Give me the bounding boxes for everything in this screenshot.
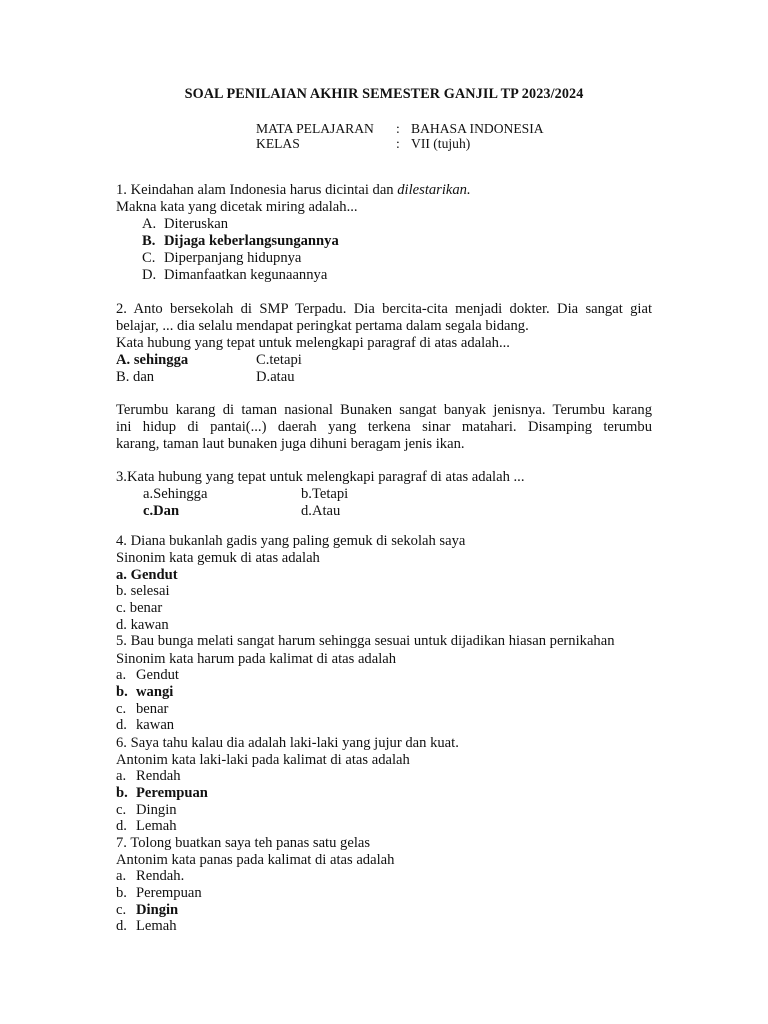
passage-line-2: ini hidup di pantai(...) daerah yang terkena sinar matahari. Disamping terumbu [116,419,652,435]
option-label: d. [116,818,127,834]
q7-prompt: Antonim kata panas pada kalimat di atas adalah [116,852,395,868]
q5-option-a [116,667,179,684]
q1-option-b [142,233,339,250]
q7-option-b [116,885,202,902]
q6-question: 6. Saya tahu kalau dia adalah laki-laki yang jujur dan kuat. [116,735,459,751]
option-text: Lemah [136,918,177,934]
q1-question [116,182,471,199]
q2-option-d: D.atau [256,369,295,385]
q3-option-d: d.Atau [301,503,341,519]
option-label: b. [116,684,128,700]
passage-line-1: Terumbu karang di taman nasional Bunaken sangat banyak jenisnya. Terumbu karang [116,402,652,418]
class-label: KELAS [256,136,300,151]
q3-prompt: 3.Kata hubung yang tepat untuk melengkapi paragraf di atas adalah ... [116,469,525,485]
q7-question: 7. Tolong buatkan saya teh panas satu gelas [116,835,371,851]
q2-option-c: C.tetapi [256,352,302,368]
option-label: c. [116,902,127,918]
option-text: Diperpanjang hidupnya [164,250,302,266]
option-label: B. [142,233,156,249]
option-label: C. [142,250,156,266]
option-label: a. [116,868,127,884]
q7-option-a [116,868,184,885]
subject-colon: : [396,121,400,136]
q5-question: 5. Bau bunga melati sangat harum sehingga sesuai untuk dijadikan hiasan pernikahan [116,633,615,649]
q4-option-b: b. selesai [116,583,170,599]
q5-option-b [116,684,173,701]
exam-title: SOAL PENILAIAN AKHIR SEMESTER GANJIL TP 2023/2024 [184,86,584,102]
q3-option-b: b.Tetapi [301,486,349,502]
class-colon: : [396,136,400,151]
q2-option-b: B. dan [116,369,155,385]
q7-option-c [116,902,178,919]
option-label: c. [116,701,127,717]
q6-option-d [116,818,177,835]
option-text: Gendut [136,667,179,683]
q1-italic-word: dilestarikan. [397,182,471,198]
q3-option-a: a.Sehingga [143,486,208,502]
option-label: b. [116,785,128,801]
q1-option-d [142,267,327,284]
q6-option-b [116,785,208,802]
q2-line-2: belajar, ... dia selalu mendapat peringkat pertama dalam segala bidang. [116,318,529,334]
option-text: Perempuan [136,885,202,901]
q4-question: 4. Diana bukanlah gadis yang paling gemuk di sekolah saya [116,533,466,549]
option-text: Dijaga keberlangsungannya [164,233,339,249]
q4-prompt: Sinonim kata gemuk di atas adalah [116,550,320,566]
option-text: Rendah [136,768,181,784]
option-label: c. [116,802,127,818]
q2-option-a: A. sehingga [116,352,189,368]
option-text: Dingin [136,802,177,818]
q5-prompt: Sinonim kata harum pada kalimat di atas adalah [116,651,397,667]
q3-option-c: c.Dan [143,503,180,519]
option-text: Diteruskan [164,216,229,232]
subject-label: MATA PELAJARAN [256,121,374,136]
option-label: a. [116,768,127,784]
option-text: Lemah [136,818,177,834]
q6-prompt: Antonim kata laki-laki pada kalimat di atas adalah [116,752,410,768]
q5-option-c [116,701,168,718]
option-text: kawan [136,717,175,733]
q2-prompt: Kata hubung yang tepat untuk melengkapi paragraf di atas adalah... [116,335,510,351]
class-value: VII (tujuh) [411,136,471,151]
passage-line-3: karang, taman laut bunaken juga dihuni beragam jenis ikan. [116,436,465,452]
q1-prompt: Makna kata yang dicetak miring adalah... [116,199,358,215]
option-label: A. [142,216,157,232]
q5-option-d [116,717,174,734]
option-text: benar [136,701,169,717]
option-label: d. [116,918,127,934]
option-text: Rendah. [136,868,185,884]
option-label: a. [116,667,127,683]
q2-question [116,301,652,335]
q2-line-1: 2. Anto bersekolah di SMP Terpadu. Dia bercita-cita menjadi dokter. Dia sangat giat [116,301,652,317]
option-text: wangi [136,684,174,700]
q4-option-c: c. benar [116,600,163,616]
option-text: Perempuan [136,785,208,801]
option-label: D. [142,267,157,283]
q6-option-c [116,802,177,819]
q1-question-text: 1. Keindahan alam Indonesia harus dicintai dan [116,182,398,198]
option-label: b. [116,885,127,901]
option-text: Dimanfaatkan kegunaannya [164,267,328,283]
q1-option-c [142,250,301,267]
passage [116,402,652,453]
q4-option-d: d. kawan [116,617,169,633]
subject-value: BAHASA INDONESIA [411,121,544,136]
q6-option-a [116,768,181,785]
option-text: Dingin [136,902,179,918]
q7-option-d [116,918,177,935]
option-label: d. [116,717,127,733]
q4-option-a: a. Gendut [116,567,178,583]
q1-option-a [142,216,228,233]
